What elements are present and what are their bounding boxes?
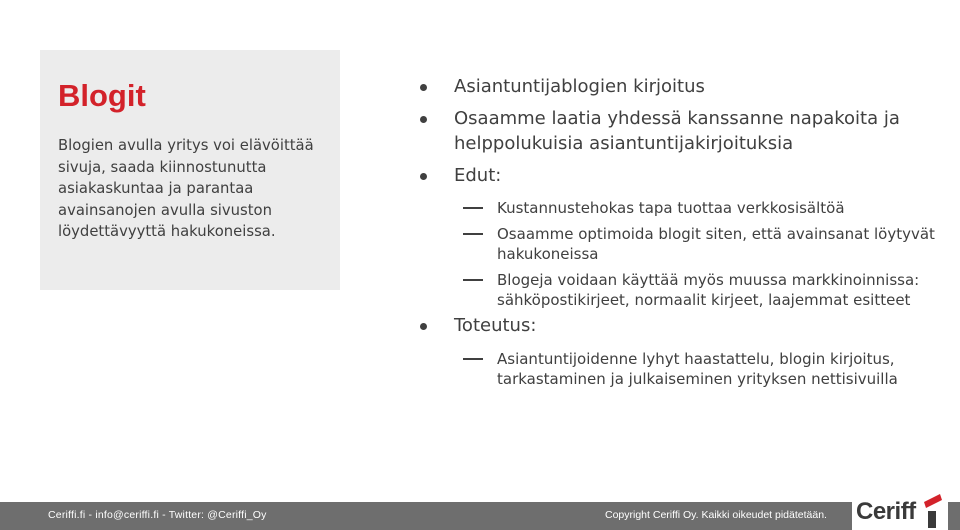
dash-icon xyxy=(463,233,483,235)
logo-i-mark-icon xyxy=(922,492,946,530)
bullet-text: Edut: xyxy=(454,164,502,186)
bullet-dot-icon xyxy=(420,84,427,91)
bullet-text: Osaamme laatia yhdessä kanssanne napakoita ja helppolukuisia asiantuntijakirjoituksia xyxy=(454,108,900,154)
bullet-item xyxy=(415,107,950,156)
bullet-list xyxy=(415,75,950,395)
bullet-text: Asiantuntijablogien kirjoitus xyxy=(454,76,705,97)
sub-bullet-text: Blogeja voidaan käyttää myös muussa markkinoinnissa: sähköpostikirjeet, normaalit kirjeet, laajemmat esitteet xyxy=(497,271,920,309)
company-logo xyxy=(852,490,948,530)
bullet-dot-icon xyxy=(420,173,427,180)
bullet-dot-icon xyxy=(420,323,427,330)
bullet-text: Toteutus: xyxy=(454,315,537,336)
footer-copyright: Copyright Ceriffi Oy. Kaikki oikeudet pidätetään. xyxy=(605,509,827,521)
sub-bullet-item xyxy=(415,224,950,264)
bullet-item xyxy=(415,75,950,100)
dash-icon xyxy=(463,207,483,209)
sub-bullet-text: Osaamme optimoida blogit siten, että avainsanat löytyvät hakukoneissa xyxy=(497,225,935,263)
sub-bullet-item xyxy=(415,198,950,218)
bullet-item xyxy=(415,164,950,189)
footer-bar xyxy=(0,502,960,530)
logo-text: Ceriff xyxy=(856,498,916,525)
sidebar-text: Blogien avulla yritys voi elävöittää sivuja, saada kiinnostunutta asiakaskuntaa ja parantaa avainsanojen avulla sivuston löydettävyyttä hakukoneissa. xyxy=(58,137,314,241)
sub-bullet-item xyxy=(415,270,950,310)
dash-icon xyxy=(463,358,483,360)
sub-bullet-text: Asiantuntijoidenne lyhyt haastattelu, blogin kirjoitus, tarkastaminen ja julkaiseminen yrityksen nettisivuilla xyxy=(497,349,898,388)
dash-icon xyxy=(463,279,483,281)
bullet-item xyxy=(415,314,950,339)
sub-bullet-text: Kustannustehokas tapa tuottaa verkkosisältöä xyxy=(497,199,845,217)
sub-bullet-item xyxy=(415,349,950,389)
bullet-dot-icon xyxy=(420,116,427,123)
footer-contact: Ceriffi.fi - info@ceriffi.fi - Twitter: @Ceriffi_Oy xyxy=(48,509,267,521)
sidebar-title: Blogit xyxy=(58,78,146,113)
